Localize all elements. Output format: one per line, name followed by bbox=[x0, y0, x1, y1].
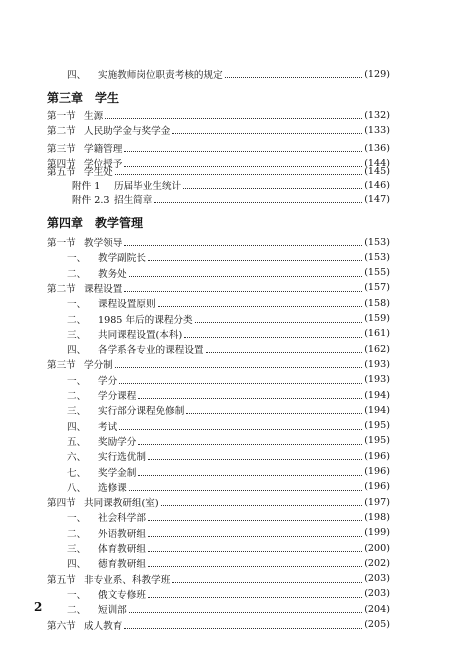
toc-entry-number: 二、 bbox=[67, 268, 87, 280]
toc-entry-title: 选修课 bbox=[98, 482, 127, 494]
toc-entry-number: 附件 2.3 bbox=[72, 195, 110, 206]
toc-entry-title: 课程设置 bbox=[84, 283, 123, 295]
dot-leader bbox=[172, 132, 362, 134]
toc-entry-page: (196) bbox=[364, 450, 390, 462]
toc-entry-number: 一、 bbox=[67, 375, 87, 387]
toc-entry-number: 二、 bbox=[67, 391, 87, 402]
toc-entry-number: 七、 bbox=[67, 467, 87, 479]
toc-entry-title: 体育教研组 bbox=[98, 544, 146, 555]
toc-entry-page: (146) bbox=[364, 179, 390, 191]
toc-entry-page: (158) bbox=[364, 297, 390, 309]
toc-entry bbox=[67, 601, 390, 617]
toc-entry-page: (193) bbox=[364, 374, 390, 386]
toc-entry bbox=[67, 66, 390, 82]
dot-leader bbox=[124, 150, 362, 152]
toc-entry-number: 第四节 bbox=[47, 159, 76, 170]
toc-entry-title: 俄文专修班 bbox=[98, 589, 146, 601]
toc-entry-number: 六、 bbox=[67, 452, 87, 464]
toc-entry bbox=[67, 555, 390, 571]
toc-entry-title: 招生简章 bbox=[114, 195, 153, 206]
toc-entry-page: (198) bbox=[364, 511, 390, 523]
toc-entry-page: (153) bbox=[364, 236, 390, 248]
toc-entry-page: (129) bbox=[364, 68, 390, 80]
toc-entry-title: 实施教师岗位职责考核的规定 bbox=[98, 70, 223, 81]
toc-entry-title: 考试 bbox=[98, 421, 118, 433]
toc-entry bbox=[47, 140, 390, 156]
toc-entry bbox=[67, 586, 390, 602]
toc-entry bbox=[47, 617, 390, 633]
dot-leader bbox=[158, 305, 363, 307]
toc-entry-number: 第一节 bbox=[47, 111, 76, 122]
dot-leader bbox=[161, 504, 363, 506]
chapter-heading bbox=[47, 89, 131, 106]
toc-entry-number: 五、 bbox=[67, 436, 87, 448]
dot-leader bbox=[154, 201, 362, 203]
dot-leader bbox=[138, 397, 362, 399]
toc-entry-page: (132) bbox=[364, 109, 390, 121]
toc-entry bbox=[47, 494, 390, 510]
toc-entry bbox=[67, 540, 390, 556]
toc-entry-page: (194) bbox=[364, 389, 390, 401]
dot-leader bbox=[148, 596, 362, 598]
toc-entry-number: 第二节 bbox=[47, 126, 76, 137]
toc-entry bbox=[67, 433, 390, 449]
toc-entry-title: 短训部 bbox=[98, 605, 127, 617]
toc-entry-page: (195) bbox=[364, 420, 390, 432]
toc-entry-page: (195) bbox=[364, 435, 390, 447]
dot-leader bbox=[148, 535, 362, 537]
toc-entry-number: 三、 bbox=[67, 406, 87, 418]
toc-entry-number: 二、 bbox=[67, 528, 87, 540]
toc-entry-title: 学分制 bbox=[84, 360, 113, 372]
dot-leader bbox=[124, 627, 362, 629]
toc-entry bbox=[47, 234, 390, 250]
toc-entry bbox=[47, 571, 390, 587]
toc-entry bbox=[67, 448, 390, 464]
toc-entry-number: 附件 1 bbox=[72, 181, 101, 192]
toc-entry-title: 共同课教研组(室) bbox=[84, 498, 159, 510]
toc-entry-number: 一、 bbox=[67, 253, 87, 265]
toc-entry-title: 教学副院长 bbox=[98, 253, 146, 265]
toc-entry-title: 历届毕业生统计 bbox=[114, 181, 182, 192]
toc-entry bbox=[67, 372, 390, 388]
toc-entry-page: (147) bbox=[364, 193, 390, 205]
toc-entry-title: 教学领导 bbox=[84, 238, 123, 249]
toc-entry-page: (153) bbox=[364, 251, 390, 263]
toc-entry-page: (204) bbox=[364, 603, 390, 615]
dot-leader bbox=[124, 290, 362, 292]
toc-entry bbox=[67, 418, 390, 434]
toc-entry-title: 奖学金制 bbox=[98, 467, 137, 479]
toc-entry-number: 第二节 bbox=[47, 283, 76, 295]
toc-entry-number: 四、 bbox=[67, 421, 87, 433]
toc-entry-page: (155) bbox=[364, 267, 390, 279]
page-number: 2 bbox=[34, 600, 43, 614]
toc-entry bbox=[67, 265, 390, 281]
toc-entry-page: (196) bbox=[364, 481, 390, 493]
toc-entry bbox=[67, 326, 390, 342]
toc-entry-title: 生源 bbox=[84, 111, 104, 122]
toc-entry-number: 第五节 bbox=[47, 167, 76, 178]
toc-entry-number: 第六节 bbox=[47, 620, 76, 632]
dot-leader bbox=[129, 611, 362, 613]
toc-entry-page: (197) bbox=[364, 496, 390, 508]
toc-entry-page: (205) bbox=[364, 619, 390, 630]
toc-entry bbox=[67, 464, 390, 480]
toc-entry bbox=[67, 479, 390, 495]
toc-entry-number: 一、 bbox=[67, 299, 87, 311]
dot-leader bbox=[183, 187, 362, 189]
toc-entry-page: (194) bbox=[364, 404, 390, 416]
toc-entry-number: 四、 bbox=[67, 345, 87, 357]
toc-entry-number: 一、 bbox=[67, 589, 87, 601]
toc-entry-title: 实行部分课程免修制 bbox=[98, 406, 185, 418]
dot-leader bbox=[115, 173, 362, 175]
toc-entry-number: 第三节 bbox=[47, 360, 76, 372]
dot-leader bbox=[148, 259, 362, 261]
toc-entry-page: (145) bbox=[364, 165, 390, 177]
toc-entry-number: 第四节 bbox=[47, 498, 76, 510]
toc-entry bbox=[47, 280, 390, 296]
toc-entry-page: (202) bbox=[364, 557, 390, 569]
chapter-title: 学生 bbox=[95, 91, 120, 105]
dot-leader bbox=[124, 244, 362, 246]
toc-entry bbox=[67, 311, 390, 327]
dot-leader bbox=[225, 76, 362, 78]
toc-entry-number: 四、 bbox=[67, 70, 87, 81]
toc-entry-number: 三、 bbox=[67, 329, 87, 341]
toc-entry bbox=[47, 356, 390, 372]
toc-entry-page: (196) bbox=[364, 466, 390, 477]
dot-leader bbox=[105, 117, 362, 119]
toc-entry-page: (203) bbox=[364, 588, 390, 600]
toc-entry bbox=[67, 525, 390, 541]
toc-entry bbox=[72, 191, 390, 207]
toc-entry-page: (133) bbox=[364, 124, 390, 136]
dot-leader bbox=[172, 581, 362, 583]
toc-entry-page: (144) bbox=[364, 157, 390, 169]
toc-entry-title: 社会科学部 bbox=[98, 513, 146, 525]
toc-entry-title: 各学系各专业的课程设置 bbox=[98, 345, 204, 357]
toc-entry bbox=[67, 402, 390, 418]
dot-leader bbox=[195, 321, 363, 323]
toc-entry-number: 八、 bbox=[67, 482, 87, 494]
toc-entry-title: 外语教研组 bbox=[98, 528, 146, 540]
toc-entry bbox=[47, 107, 390, 123]
dot-leader bbox=[129, 275, 362, 277]
dot-leader bbox=[184, 336, 362, 338]
toc-entry-title: 1985 年后的课程分类 bbox=[98, 314, 193, 326]
toc-entry-number: 二、 bbox=[67, 314, 87, 326]
chapter-number: 第三章 bbox=[47, 91, 84, 105]
toc-entry-page: (162) bbox=[364, 343, 390, 355]
toc-entry bbox=[67, 295, 390, 311]
toc-entry-page: (161) bbox=[364, 328, 390, 340]
dot-leader bbox=[138, 443, 362, 445]
toc-entry-page: (159) bbox=[364, 313, 390, 324]
toc-entry-page: (193) bbox=[364, 358, 390, 370]
toc-entry-title: 学位授予 bbox=[84, 159, 123, 170]
toc-entry-title: 成人教育 bbox=[84, 620, 123, 632]
toc-entry-number: 第三节 bbox=[47, 144, 76, 155]
toc-entry bbox=[67, 249, 390, 265]
toc-entry-page: (136) bbox=[364, 142, 390, 154]
dot-leader bbox=[148, 550, 362, 552]
dot-leader bbox=[138, 474, 362, 476]
toc-entry bbox=[67, 341, 390, 357]
dot-leader bbox=[148, 458, 362, 460]
dot-leader bbox=[186, 412, 362, 414]
toc-entry-title: 实行选优制 bbox=[98, 452, 146, 464]
toc-entry-title: 学生处 bbox=[84, 167, 113, 178]
dot-leader bbox=[206, 351, 363, 353]
dot-leader bbox=[119, 428, 362, 430]
toc-entry-title: 学籍管理 bbox=[84, 144, 123, 155]
toc-entry-number: 第一节 bbox=[47, 238, 76, 249]
toc-entry-title: 非专业系、科教学班 bbox=[84, 574, 171, 586]
dot-leader bbox=[148, 565, 362, 567]
toc-entry bbox=[47, 122, 390, 138]
toc-entry-number: 二、 bbox=[67, 605, 87, 617]
toc-entry-title: 学分 bbox=[98, 375, 118, 387]
toc-entry-title: 人民助学金与奖学金 bbox=[84, 126, 171, 137]
toc-entry bbox=[67, 387, 390, 403]
toc-entry-number: 第五节 bbox=[47, 574, 76, 586]
toc-entry-title: 共同课程设置(本科) bbox=[98, 329, 183, 341]
dot-leader bbox=[119, 382, 362, 384]
toc-entry-number: 一、 bbox=[67, 513, 87, 525]
toc-entry-title: 课程设置原则 bbox=[98, 299, 156, 311]
chapter-title: 教学管理 bbox=[95, 216, 144, 230]
dot-leader bbox=[129, 489, 362, 491]
chapter-heading bbox=[47, 214, 155, 231]
dot-leader bbox=[115, 366, 362, 368]
dot-leader bbox=[148, 519, 362, 521]
chapter-number: 第四章 bbox=[47, 216, 84, 230]
toc-entry-number: 四、 bbox=[67, 559, 87, 571]
toc-entry-page: (199) bbox=[364, 527, 390, 539]
toc-entry-number: 三、 bbox=[67, 544, 87, 555]
toc-entry bbox=[67, 509, 390, 525]
toc-entry-page: (203) bbox=[364, 573, 390, 585]
toc-entry-title: 教务处 bbox=[98, 268, 127, 280]
toc-entry-page: (200) bbox=[364, 542, 390, 554]
toc-entry-title: 奖励学分 bbox=[98, 436, 137, 448]
toc-entry-page: (157) bbox=[364, 282, 390, 294]
toc-entry-title: 德育教研组 bbox=[98, 559, 146, 571]
toc-entry-title: 学分课程 bbox=[98, 391, 137, 402]
